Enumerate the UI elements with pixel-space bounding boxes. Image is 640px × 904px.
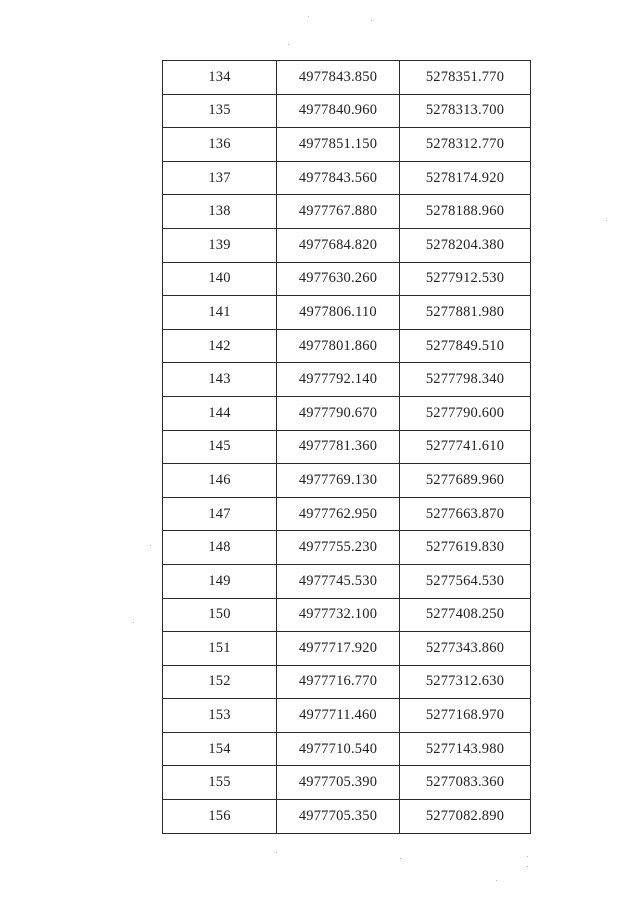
x-coordinate-cell: 4977716.770	[277, 665, 400, 699]
point-number-cell: 138	[163, 195, 277, 229]
x-coordinate-cell: 4977843.850	[277, 61, 400, 95]
x-coordinate-cell: 4977684.820	[277, 228, 400, 262]
table-row	[163, 800, 531, 834]
table-row	[163, 329, 531, 363]
point-number-cell: 155	[163, 766, 277, 800]
y-coordinate-cell: 5278174.920	[400, 161, 531, 195]
x-coordinate-cell: 4977843.560	[277, 161, 400, 195]
x-coordinate-cell: 4977755.230	[277, 531, 400, 565]
coordinates-table	[162, 60, 531, 834]
table-row	[163, 564, 531, 598]
x-coordinate-cell: 4977710.540	[277, 732, 400, 766]
table-row	[163, 632, 531, 666]
y-coordinate-cell: 5277849.510	[400, 329, 531, 363]
scan-speck	[527, 856, 528, 857]
scan-speck	[496, 880, 497, 881]
point-number-cell: 144	[163, 396, 277, 430]
x-coordinate-cell: 4977840.960	[277, 94, 400, 128]
y-coordinate-cell: 5277619.830	[400, 531, 531, 565]
scan-speck	[606, 220, 607, 221]
scan-speck	[400, 858, 401, 859]
y-coordinate-cell: 5277881.980	[400, 296, 531, 330]
y-coordinate-cell: 5277143.980	[400, 732, 531, 766]
x-coordinate-cell: 4977711.460	[277, 699, 400, 733]
point-number-cell: 137	[163, 161, 277, 195]
x-coordinate-cell: 4977769.130	[277, 464, 400, 498]
point-number-cell: 152	[163, 665, 277, 699]
y-coordinate-cell: 5277912.530	[400, 262, 531, 296]
table-row	[163, 699, 531, 733]
y-coordinate-cell: 5277408.250	[400, 598, 531, 632]
x-coordinate-cell: 4977781.360	[277, 430, 400, 464]
x-coordinate-cell: 4977732.100	[277, 598, 400, 632]
y-coordinate-cell: 5277564.530	[400, 564, 531, 598]
y-coordinate-cell: 5277082.890	[400, 800, 531, 834]
table-row	[163, 598, 531, 632]
scan-speck	[150, 545, 151, 546]
point-number-cell: 136	[163, 128, 277, 162]
table-row	[163, 161, 531, 195]
point-number-cell: 145	[163, 430, 277, 464]
table-row	[163, 665, 531, 699]
x-coordinate-cell: 4977630.260	[277, 262, 400, 296]
table-row	[163, 296, 531, 330]
scan-speck	[371, 20, 372, 21]
x-coordinate-cell: 4977851.150	[277, 128, 400, 162]
table-row	[163, 363, 531, 397]
point-number-cell: 139	[163, 228, 277, 262]
scan-speck	[276, 852, 277, 853]
y-coordinate-cell: 5278188.960	[400, 195, 531, 229]
table-row	[163, 531, 531, 565]
x-coordinate-cell: 4977801.860	[277, 329, 400, 363]
y-coordinate-cell: 5277741.610	[400, 430, 531, 464]
scan-speck	[133, 622, 134, 623]
table-row	[163, 195, 531, 229]
table-row	[163, 128, 531, 162]
point-number-cell: 135	[163, 94, 277, 128]
point-number-cell: 147	[163, 497, 277, 531]
point-number-cell: 134	[163, 61, 277, 95]
y-coordinate-cell: 5278351.770	[400, 61, 531, 95]
table-row	[163, 61, 531, 95]
point-number-cell: 148	[163, 531, 277, 565]
y-coordinate-cell: 5277312.630	[400, 665, 531, 699]
point-number-cell: 154	[163, 732, 277, 766]
point-number-cell: 151	[163, 632, 277, 666]
x-coordinate-cell: 4977792.140	[277, 363, 400, 397]
point-number-cell: 150	[163, 598, 277, 632]
x-coordinate-cell: 4977705.390	[277, 766, 400, 800]
y-coordinate-cell: 5278313.700	[400, 94, 531, 128]
table-row	[163, 732, 531, 766]
point-number-cell: 140	[163, 262, 277, 296]
point-number-cell: 143	[163, 363, 277, 397]
y-coordinate-cell: 5277689.960	[400, 464, 531, 498]
x-coordinate-cell: 4977717.920	[277, 632, 400, 666]
x-coordinate-cell: 4977762.950	[277, 497, 400, 531]
point-number-cell: 146	[163, 464, 277, 498]
y-coordinate-cell: 5277343.860	[400, 632, 531, 666]
x-coordinate-cell: 4977745.530	[277, 564, 400, 598]
y-coordinate-cell: 5277663.870	[400, 497, 531, 531]
y-coordinate-cell: 5277168.970	[400, 699, 531, 733]
table-row	[163, 262, 531, 296]
scan-speck	[527, 866, 528, 867]
x-coordinate-cell: 4977790.670	[277, 396, 400, 430]
table-row	[163, 766, 531, 800]
table-row	[163, 497, 531, 531]
y-coordinate-cell: 5278312.770	[400, 128, 531, 162]
y-coordinate-cell: 5277798.340	[400, 363, 531, 397]
point-number-cell: 142	[163, 329, 277, 363]
table-row	[163, 228, 531, 262]
scan-speck	[308, 16, 309, 17]
table-row	[163, 396, 531, 430]
point-number-cell: 141	[163, 296, 277, 330]
table-row	[163, 464, 531, 498]
scan-speck	[288, 44, 289, 45]
y-coordinate-cell: 5278204.380	[400, 228, 531, 262]
point-number-cell: 153	[163, 699, 277, 733]
x-coordinate-cell: 4977767.880	[277, 195, 400, 229]
table-row	[163, 94, 531, 128]
table-row	[163, 430, 531, 464]
point-number-cell: 156	[163, 800, 277, 834]
y-coordinate-cell: 5277790.600	[400, 396, 531, 430]
x-coordinate-cell: 4977705.350	[277, 800, 400, 834]
x-coordinate-cell: 4977806.110	[277, 296, 400, 330]
coordinates-table-body	[163, 61, 531, 834]
point-number-cell: 149	[163, 564, 277, 598]
y-coordinate-cell: 5277083.360	[400, 766, 531, 800]
